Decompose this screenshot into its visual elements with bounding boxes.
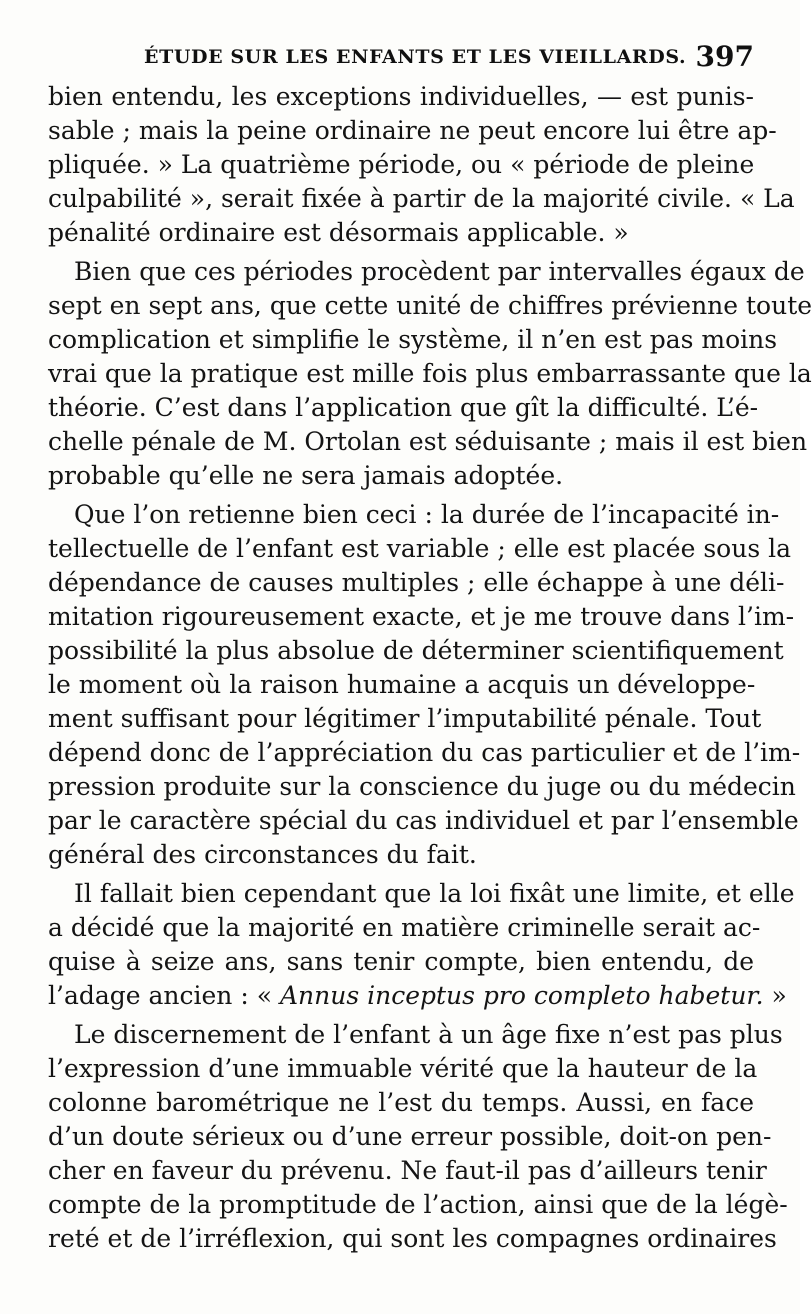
text-line: chelle pénale de M. Ortolan est séduisante ; mais il est bien xyxy=(48,427,808,456)
latin-quote: Annus inceptus pro completo habetur. xyxy=(279,981,764,1010)
text-line: culpabilité », serait fixée à partir de la majorité civile. « La xyxy=(48,184,795,213)
text-line: sept en sept ans, que cette unité de chiffres prévienne toute xyxy=(48,291,812,320)
text-line: cher en faveur du prévenu. Ne faut-il pas d’ailleurs tenir xyxy=(48,1156,767,1185)
text-line: d’un doute sérieux ou d’une erreur possible, doit-on pen- xyxy=(48,1122,772,1151)
text-line: Il fallait bien cependant que la loi fixât une limite, et elle xyxy=(74,879,795,908)
text-line: vrai que la pratique est mille fois plus embarrassante que la xyxy=(48,359,812,388)
paragraph xyxy=(48,1018,788,1256)
text-line: mitation rigoureusement exacte, et je me trouve dans l’im- xyxy=(48,602,795,631)
text-line: a décidé que la majorité en matière criminelle serait ac- xyxy=(48,913,761,942)
text-line: dépend donc de l’appréciation du cas particulier et de l’im- xyxy=(48,738,801,767)
text-line: pénalité ordinaire est désormais applicable. » xyxy=(48,218,629,247)
running-head: ÉTUDE SUR LES ENFANTS ET LES VIEILLARDS. xyxy=(144,46,687,68)
text-line: tellectuelle de l’enfant est variable ; elle est placée sous la xyxy=(48,534,791,563)
paragraph xyxy=(48,498,801,872)
text-line: colonne barométrique ne l’est du temps. Aussi, en face xyxy=(48,1088,754,1117)
text-line: ment suffisant pour légitimer l’imputabilité pénale. Tout xyxy=(48,704,762,733)
text-line: Que l’on retienne bien ceci : la durée de l’incapacité in- xyxy=(74,500,780,529)
page-number: 397 xyxy=(695,40,754,73)
text-line: pression produite sur la conscience du juge ou du médecin xyxy=(48,772,796,801)
page-header xyxy=(48,40,754,80)
text-line: probable qu’elle ne sera jamais adoptée. xyxy=(48,461,564,490)
text-line: complication et simplifie le système, il n’en est pas moins xyxy=(48,325,778,354)
text-line: l’expression d’une immuable vérité que la hauteur de la xyxy=(48,1054,758,1083)
text-segment: » xyxy=(763,981,787,1010)
text-line: Bien que ces périodes procèdent par intervalles égaux de xyxy=(74,257,805,286)
text-line: compte de la promptitude de l’action, ainsi que de la légè- xyxy=(48,1190,788,1219)
paragraph xyxy=(48,877,795,1013)
body-text xyxy=(48,80,812,1256)
text-line: reté et de l’irréflexion, qui sont les compagnes ordinaires xyxy=(48,1224,777,1253)
text-line: théorie. C’est dans l’application que gît la difficulté. L’é- xyxy=(48,393,759,422)
text-line xyxy=(48,979,787,1013)
text-line: le moment où la raison humaine a acquis un développe- xyxy=(48,670,756,699)
text-line: Le discernement de l’enfant à un âge fixe n’est pas plus xyxy=(74,1020,783,1049)
text-line: possibilité la plus absolue de déterminer scientifiquement xyxy=(48,636,784,665)
text-segment: l’adage ancien : « xyxy=(48,981,280,1010)
paragraph xyxy=(48,80,795,250)
paragraph xyxy=(48,255,812,493)
text-line: bien entendu, les exceptions individuelles, — est punis- xyxy=(48,82,754,111)
text-line: sable ; mais la peine ordinaire ne peut encore lui être ap- xyxy=(48,116,777,145)
text-line: dépendance de causes multiples ; elle échappe à une déli- xyxy=(48,568,785,597)
text-line: général des circonstances du fait. xyxy=(48,840,477,869)
text-line: par le caractère spécial du cas individuel et par l’ensemble xyxy=(48,806,799,835)
text-line: quise à seize ans, sans tenir compte, bien entendu, de xyxy=(48,947,754,976)
text-line: pliquée. » La quatrième période, ou « période de pleine xyxy=(48,150,755,179)
